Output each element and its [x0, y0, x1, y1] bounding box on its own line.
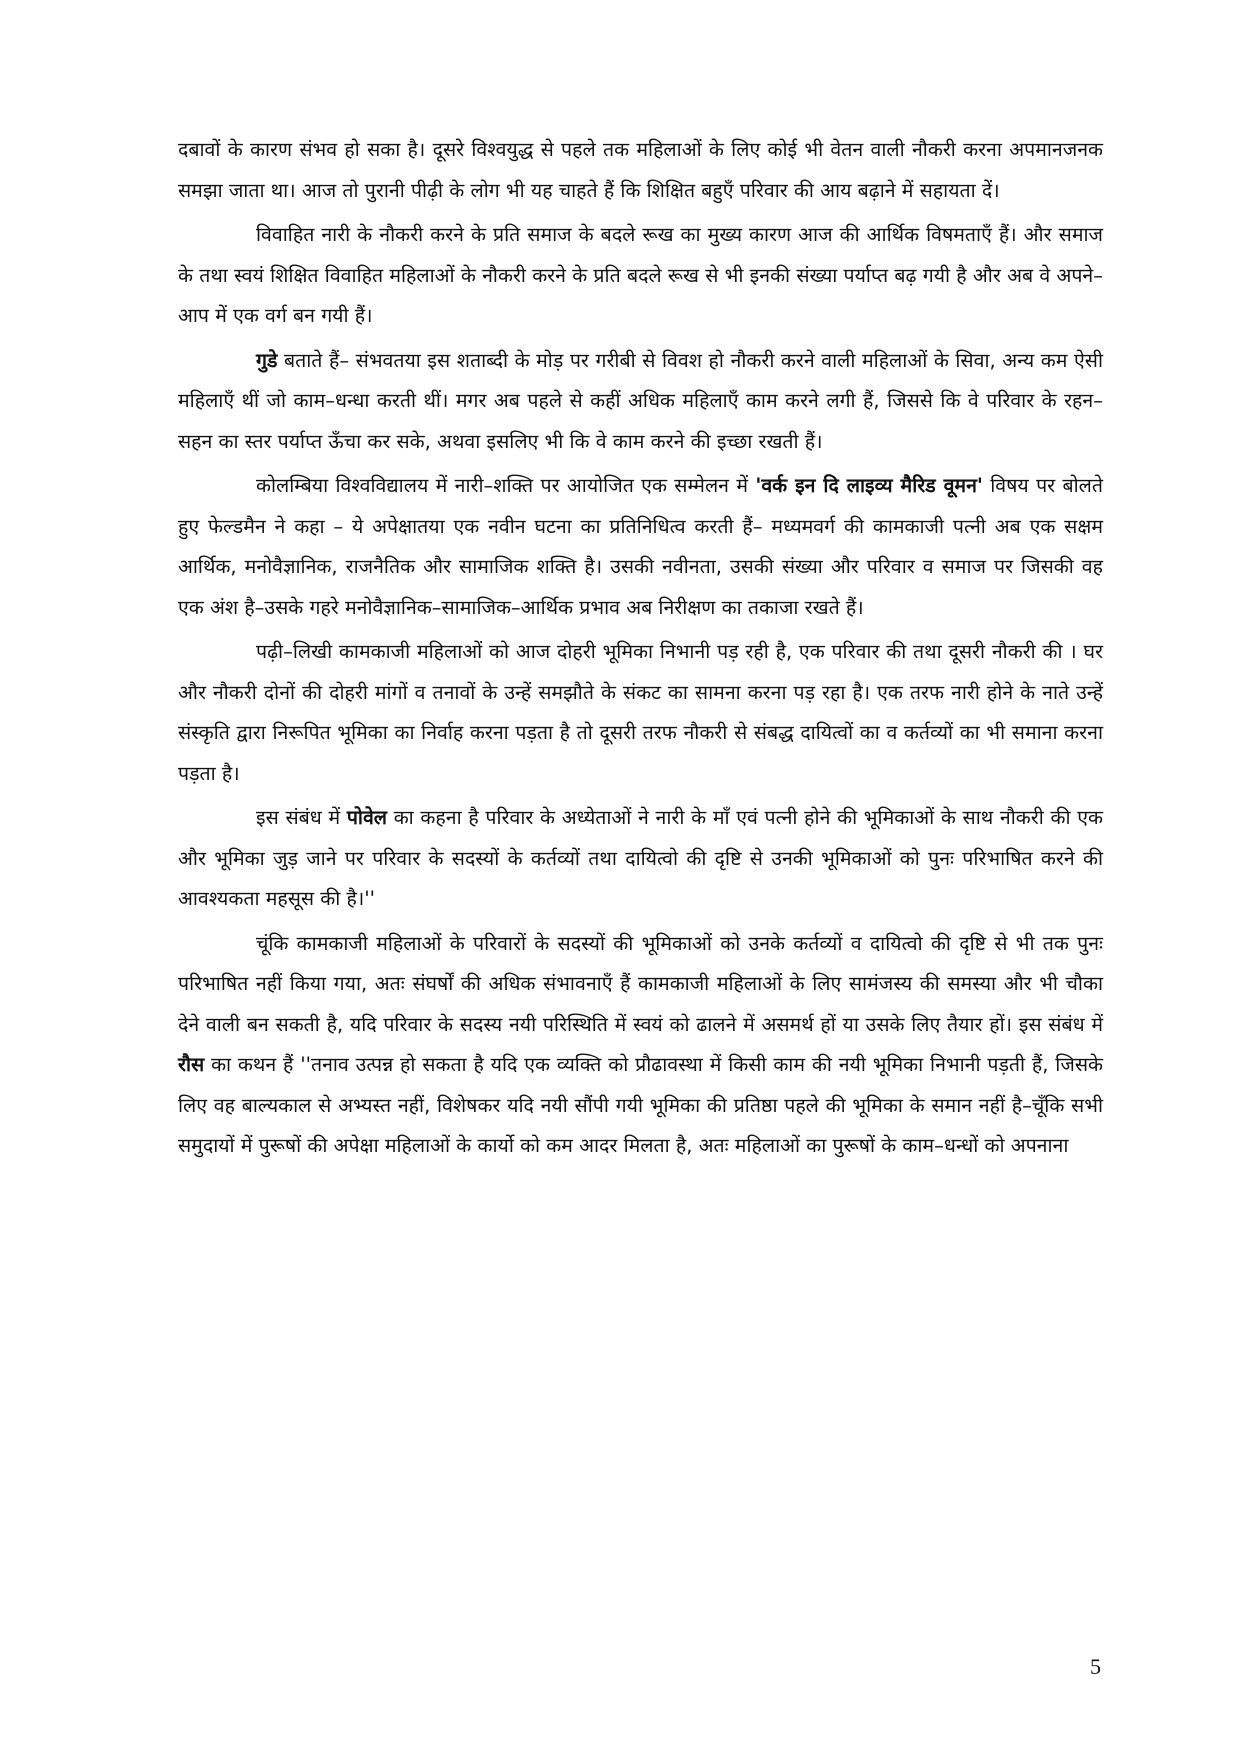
paragraph-5: [178, 632, 1103, 794]
paragraph-1: [178, 130, 1103, 211]
paragraph-4-text-a: कोलम्बिया विश्वविद्यालय में नारी–शक्ति पर आयोजित एक सम्मेलन में: [256, 474, 756, 497]
paragraph-3: [178, 341, 1103, 463]
author-name-goode: गुडे: [256, 348, 278, 372]
paragraph-6-text-a: इस संबंध में: [256, 806, 347, 829]
paragraph-3-text: बताते हैं– संभवतया इस शताब्दी के मोड़ पर गरीबी से विवश हो नौकरी करने वाली महिलाओं के सिवा, अन्य कम ऐसी महिलाएँ थीं जो काम–धन्धा करती थीं। मगर अब पहले से कहीं अधिक महिलाएँ काम करने लगी हैं, जिससे कि वे परिवार के रहन–सहन का स्तर पर्याप्त ऊँचा कर सके, अथवा इसलिए भी कि वे काम करने की इच्छा रखती हैं।: [178, 348, 1103, 453]
paragraph-2: [178, 215, 1103, 337]
paragraph-6-text-b: का कहना है परिवार के अध्येताओं ने नारी के माँ एवं पत्नी होने की भूमिकाओं के साथ नौकरी की एक और भूमिका जुड़ जाने पर परिवार के सदस्यों के कर्तव्यों तथा दायित्वो की दृष्टि से उनकी भूमिकाओं को पुनः परिभाषित करने की आवश्यकता महसूस की है।'': [178, 806, 1103, 910]
author-name-ross: रौस: [178, 1053, 205, 1076]
paragraph-4: [178, 466, 1103, 628]
paragraph-6: [178, 798, 1103, 920]
page-body: [178, 130, 1103, 1171]
paragraph-7-text-a: चूंकि कामकाजी महिलाओं के परिवारों के सदस्यों की भूमिकाओं को उनके कर्तव्यों व दायित्वो की दृष्टि से भी तक पुनः परिभाषित नहीं किया गया, अतः संघर्षों की अधिक संभावनाएँ हैं कामकाजी महिलाओं के लिए सामंजस्य की समस्या और भी चौका देने वाली बन सकती है, यदि परिवार के सदस्य नयी परिस्थिति में स्वयं को ढालने में असमर्थ हों या उसके लिए तैयार हों। इस संबंध में: [178, 931, 1103, 1036]
paragraph-7-text-b: का कथन हैं ''तनाव उत्पन्न हो सकता है यदि एक व्यक्ति को प्रौढावस्था में किसी काम की नयी भूमिका निभानी पड़ती हैं, जिसके लिए वह बाल्यकाल से अभ्यस्त नहीं, विशेषकर यदि नयी सौंपी गयी भूमिका की प्रतिष्ठा पहले की भूमिका के समान नहीं है–चूँकि सभी समुदायों में पुरूषों की अपेक्षा महिलाओं के कार्यो को कम आदर मिलता है, अतः महिलाओं का पुरूषों के काम–धन्धों को अपनाना: [178, 1053, 1103, 1157]
author-name-powell: पोवेल: [346, 806, 388, 829]
paragraph-1-text: दबावों के कारण संभव हो सका है। दूसरे विश्वयुद्ध से पहले तक महिलाओं के लिए कोई भी वेतन वाली नौकरी करना अपमानजनक समझा जाता था। आज तो पुरानी पीढ़ी के लोग भी यह चाहते हैं कि शिक्षित बहुएँ परिवार की आय बढ़ाने में सहायता दें।: [178, 138, 1103, 202]
seminar-title: 'वर्क इन दि लाइव्य मैरिड वूमन': [755, 474, 983, 497]
page-number: 5: [1090, 1654, 1101, 1679]
paragraph-5-text: पढ़ी–लिखी कामकाजी महिलाओं को आज दोहरी भूमिका निभानी पड़ रही है, एक परिवार की तथा दूसरी नौकरी की । घर और नौकरी दोनों की दोहरी मांगों व तनावों के उन्हें समझौते के संकट का सामना करना पड़ रहा है। एक तरफ नारी होने के नाते उन्हें संस्कृति द्वारा निरूपित भूमिका का निर्वाह करना पड़ता है तो दूसरी तरफ नौकरी से संबद्ध दायित्वों का व कर्तव्यों का भी समाना करना पड़ता है।: [178, 640, 1103, 785]
paragraph-4-text-b: विषय पर बोलते हुए फेल्डमैन ने कहा – ये अपेक्षातया एक नवीन घटना का प्रतिनिधित्व करती हैं– मध्यमवर्ग की कामकाजी पत्नी अब एक सक्षम आर्थिक, मनोवैज्ञानिक, राजनैतिक और सामाजिक शक्ति है। उसकी नवीनता, उसकी संख्या और परिवार व समाज पर जिसकी वह एक अंश है–उसके गहरे मनोवैज्ञानिक–सामाजिक–आर्थिक प्रभाव अब निरीक्षण का तकाजा रखते हैं।: [178, 474, 1103, 619]
paragraph-2-text: विवाहित नारी के नौकरी करने के प्रति समाज के बदले रूख का मुख्य कारण आज की आर्थिक विषमताएँ हैं। और समाज के तथा स्वयं शिक्षित विवाहित महिलाओं के नौकरी करने के प्रति बदले रूख से भी इनकी संख्या पर्याप्त बढ़ गयी है और अब वे अपने–आप में एक वर्ग बन गयी हैं।: [178, 223, 1103, 327]
paragraph-7: [178, 924, 1103, 1167]
